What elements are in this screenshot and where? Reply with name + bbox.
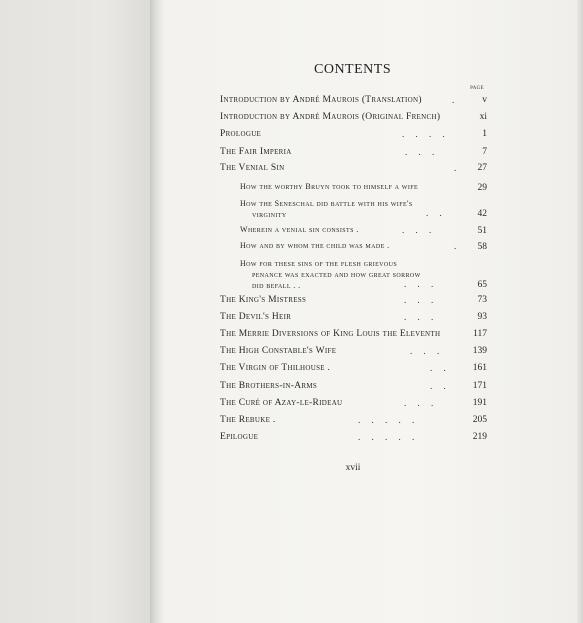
toc-entry-title bbox=[220, 362, 330, 374]
toc-entry-title bbox=[220, 431, 258, 443]
toc-page-number: 73 bbox=[477, 295, 487, 305]
toc-entry-title-line: The Virgin of Thilhouse . bbox=[220, 363, 331, 373]
toc-page-number: 65 bbox=[477, 280, 487, 290]
toc-leader-dots: . bbox=[454, 163, 457, 173]
toc-page-number: 171 bbox=[472, 381, 487, 391]
toc-leader-dots: . . bbox=[426, 208, 442, 218]
toc-entry-title-line: How and by whom the child was made . bbox=[240, 241, 390, 250]
toc-entry-title bbox=[220, 146, 292, 158]
toc-entry-title-line: The Fair Imperia bbox=[220, 147, 292, 157]
toc-entry-title-line: The Devil's Heir bbox=[220, 312, 292, 322]
toc-entry bbox=[0, 397, 583, 411]
toc-page-number: 58 bbox=[477, 242, 487, 252]
toc-leader-dots: . . . . . bbox=[358, 432, 415, 442]
toc-entry-title-line: The Venial Sin bbox=[220, 163, 285, 173]
toc-entry bbox=[0, 128, 583, 142]
toc-entry-title bbox=[220, 345, 336, 357]
page-column-label: PAGE bbox=[470, 86, 484, 91]
toc-subentry bbox=[0, 240, 583, 254]
toc-entry-title bbox=[220, 162, 284, 174]
toc-entry-title bbox=[220, 328, 440, 340]
toc-entry-title-line: virginity bbox=[252, 210, 287, 219]
toc-entry-title bbox=[220, 414, 276, 426]
toc-entry-title-line: The Brothers-in-Arms bbox=[220, 381, 318, 391]
toc-leader-dots: . . . . . bbox=[358, 415, 415, 425]
toc-entry bbox=[0, 294, 583, 308]
toc-leader-dots: . bbox=[454, 241, 457, 251]
toc-page-number: 27 bbox=[477, 163, 487, 173]
toc-leader-dots: . . bbox=[430, 363, 446, 373]
toc-leader-dots: . bbox=[452, 95, 455, 105]
toc-entry-title-line: did befall . . bbox=[252, 281, 301, 290]
toc-leader-dots: . . . bbox=[410, 346, 440, 356]
toc-entry-title-line: The High Constable's Wife bbox=[220, 346, 337, 356]
toc-entry-title bbox=[240, 181, 418, 192]
toc-entry bbox=[0, 146, 583, 160]
toc-page-number: 7 bbox=[482, 147, 487, 157]
toc-entry bbox=[0, 362, 583, 376]
toc-page-number: 139 bbox=[472, 346, 487, 356]
toc-entry bbox=[0, 311, 583, 325]
toc-entry-title-line: Introduction by André Maurois (Original French) bbox=[220, 112, 441, 122]
toc-page-number: 51 bbox=[477, 226, 487, 236]
toc-leader-dots: . . . bbox=[404, 312, 434, 322]
toc-page-number: 161 bbox=[472, 363, 487, 373]
toc-page-number: 29 bbox=[477, 183, 487, 193]
toc-entry-title bbox=[240, 240, 390, 251]
toc-entry-title-line: Prologue bbox=[220, 129, 262, 139]
toc-entry-title-line: The Merrie Diversions of King Louis the Eleventh bbox=[220, 329, 441, 339]
toc-entry-title bbox=[220, 94, 422, 106]
toc-entry-title-line: How for these sins of the flesh grievous bbox=[240, 259, 398, 268]
toc-subentry bbox=[0, 181, 583, 195]
toc-entry-title-line: How the worthy Bruyn took to himself a wife bbox=[240, 182, 419, 191]
page-folio-number: xvii bbox=[345, 463, 361, 473]
toc-entry-title-line: Wherein a venial sin consists . bbox=[240, 225, 359, 234]
toc-entry bbox=[0, 111, 583, 125]
toc-subentry bbox=[0, 258, 583, 290]
toc-entry-title bbox=[220, 294, 306, 306]
toc-page-number: 219 bbox=[472, 432, 487, 442]
toc-entry-title-line: Epilogue bbox=[220, 432, 259, 442]
toc-entry-title bbox=[220, 111, 440, 123]
toc-subentry bbox=[0, 224, 583, 238]
toc-entry bbox=[0, 162, 583, 176]
toc-subentry bbox=[0, 198, 583, 219]
toc-page-number: 93 bbox=[477, 312, 487, 322]
toc-entry bbox=[0, 328, 583, 342]
toc-page-number: 1 bbox=[482, 129, 487, 139]
toc-leader-dots: . . . . bbox=[402, 129, 445, 139]
toc-entry-title bbox=[220, 311, 291, 323]
toc-page-number: 117 bbox=[473, 329, 487, 339]
toc-entry bbox=[0, 380, 583, 394]
toc-entry-title-line: The Rebuke . bbox=[220, 415, 276, 425]
toc-leader-dots: . . . bbox=[402, 225, 432, 235]
toc-leader-dots: . . . bbox=[404, 398, 434, 408]
toc-entry-title-line: penance was exacted and how great sorrow bbox=[252, 270, 421, 279]
toc-page-number: xi bbox=[479, 112, 487, 122]
toc-entry-title-line: The Curé of Azay-le-Rideau bbox=[220, 398, 343, 408]
toc-page-number: 191 bbox=[472, 398, 487, 408]
toc-entry bbox=[0, 414, 583, 428]
toc-entry-title bbox=[220, 128, 261, 140]
toc-entry-title bbox=[240, 258, 421, 291]
toc-leader-dots: . . . bbox=[405, 147, 435, 157]
contents-heading: CONTENTS bbox=[314, 62, 392, 77]
toc-entry bbox=[0, 345, 583, 359]
toc-entry bbox=[0, 94, 583, 108]
toc-entry-title bbox=[240, 224, 359, 235]
toc-entry-title-line: How the Seneschal did battle with his wife's bbox=[240, 199, 413, 208]
toc-entry-title bbox=[240, 198, 413, 220]
toc-entry-title bbox=[220, 397, 342, 409]
toc-page-number: v bbox=[482, 95, 487, 105]
toc-leader-dots: . . bbox=[430, 381, 446, 391]
toc-entry-title-line: The King's Mistress bbox=[220, 295, 307, 305]
toc-entry bbox=[0, 431, 583, 445]
toc-page-number: 42 bbox=[477, 209, 487, 219]
toc-leader-dots: . . . bbox=[404, 279, 434, 289]
toc-page-number: 205 bbox=[472, 415, 487, 425]
toc-leader-dots: . . . bbox=[404, 295, 434, 305]
toc-entry-title bbox=[220, 380, 317, 392]
toc-entry-title-line: Introduction by André Maurois (Translation) bbox=[220, 95, 422, 105]
